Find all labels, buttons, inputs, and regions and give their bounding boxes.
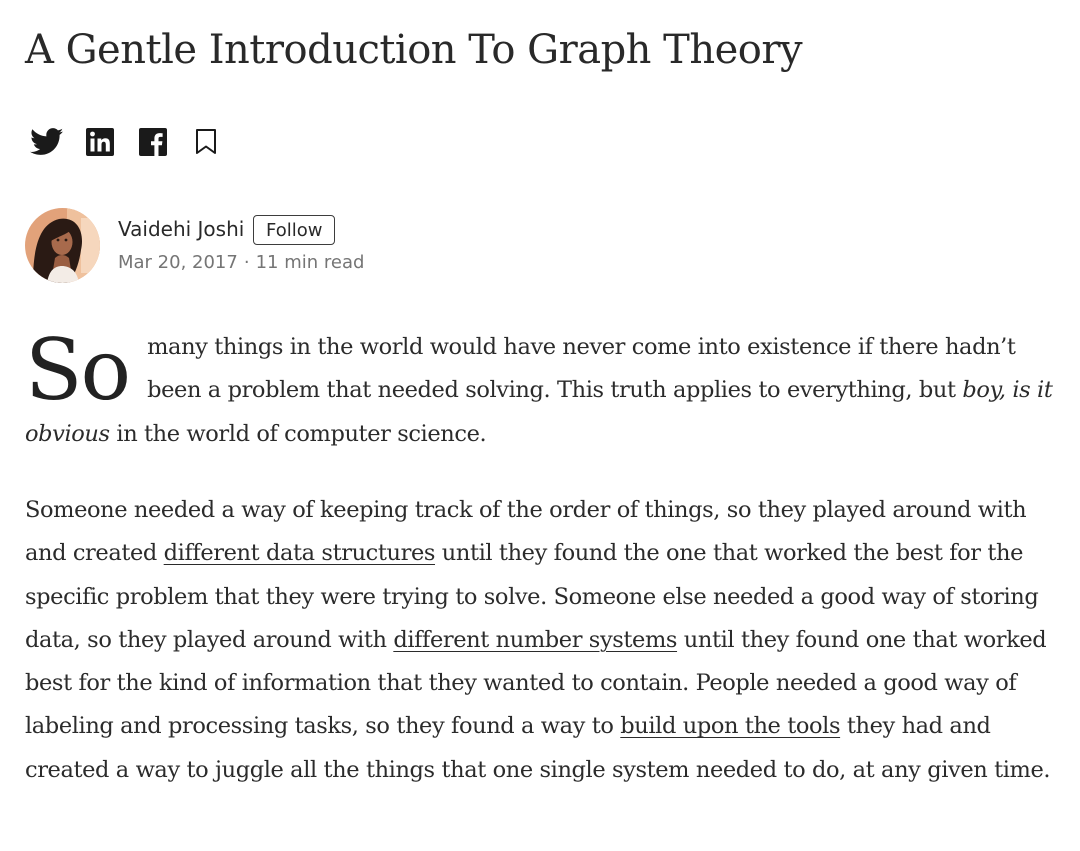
author-photo-icon: [25, 208, 100, 283]
article-body: [25, 321, 1060, 792]
meta-separator: ·: [243, 252, 250, 273]
link-build-upon-tools[interactable]: build upon the tools: [620, 713, 841, 740]
article-title: A Gentle Introduction To Graph Theory: [25, 27, 803, 73]
publish-date: Mar 20, 2017: [118, 252, 238, 273]
paragraph-1-text-2: in the world of computer science.: [109, 420, 487, 447]
paragraph-1: [25, 321, 1060, 458]
paragraph-2-text-1: Someone needed a way of keeping track of the order of things, so they played around with and created: [25, 497, 1027, 567]
paragraph-1-emphasis: boy, is it obvious: [25, 377, 1053, 447]
share-facebook-button[interactable]: [135, 124, 171, 160]
link-data-structures[interactable]: different data structures: [163, 540, 436, 567]
read-time: 11 min read: [255, 252, 365, 273]
author-name[interactable]: Vaidehi Joshi: [118, 217, 245, 241]
follow-button[interactable]: Follow: [253, 215, 335, 245]
share-twitter-button[interactable]: [29, 124, 65, 160]
paragraph-2: [25, 489, 1060, 792]
paragraph-2-text-3: until they found one that worked best for the kind of information that they wanted to contain. People needed a good way of labeling and processing tasks, so they found a way to: [25, 626, 1047, 740]
paragraph-2-text-2: until they found the one that worked the best for the specific problem that they were trying to solve. Someone else needed a good way of storing data, so they played around with: [25, 540, 1039, 653]
paragraph-1-text-1: many things in the world would have never come into existence if there hadn’t been a problem that needed solving. This truth applies to everything, but: [147, 334, 1016, 404]
bookmark-button[interactable]: [188, 124, 224, 160]
dropcap: So: [25, 321, 130, 419]
twitter-icon: [30, 128, 64, 156]
bookmark-icon: [195, 128, 217, 156]
post-meta: [118, 250, 364, 276]
author-avatar[interactable]: [25, 208, 100, 283]
facebook-icon: [138, 127, 168, 157]
linkedin-icon: [85, 127, 115, 157]
paragraph-2-text-4: they had and created a way to juggle all the things that one single system needed to do, at any given time.: [25, 713, 1051, 783]
share-bar: [29, 124, 241, 160]
share-linkedin-button[interactable]: [82, 124, 118, 160]
link-number-systems[interactable]: different number systems: [393, 626, 678, 653]
